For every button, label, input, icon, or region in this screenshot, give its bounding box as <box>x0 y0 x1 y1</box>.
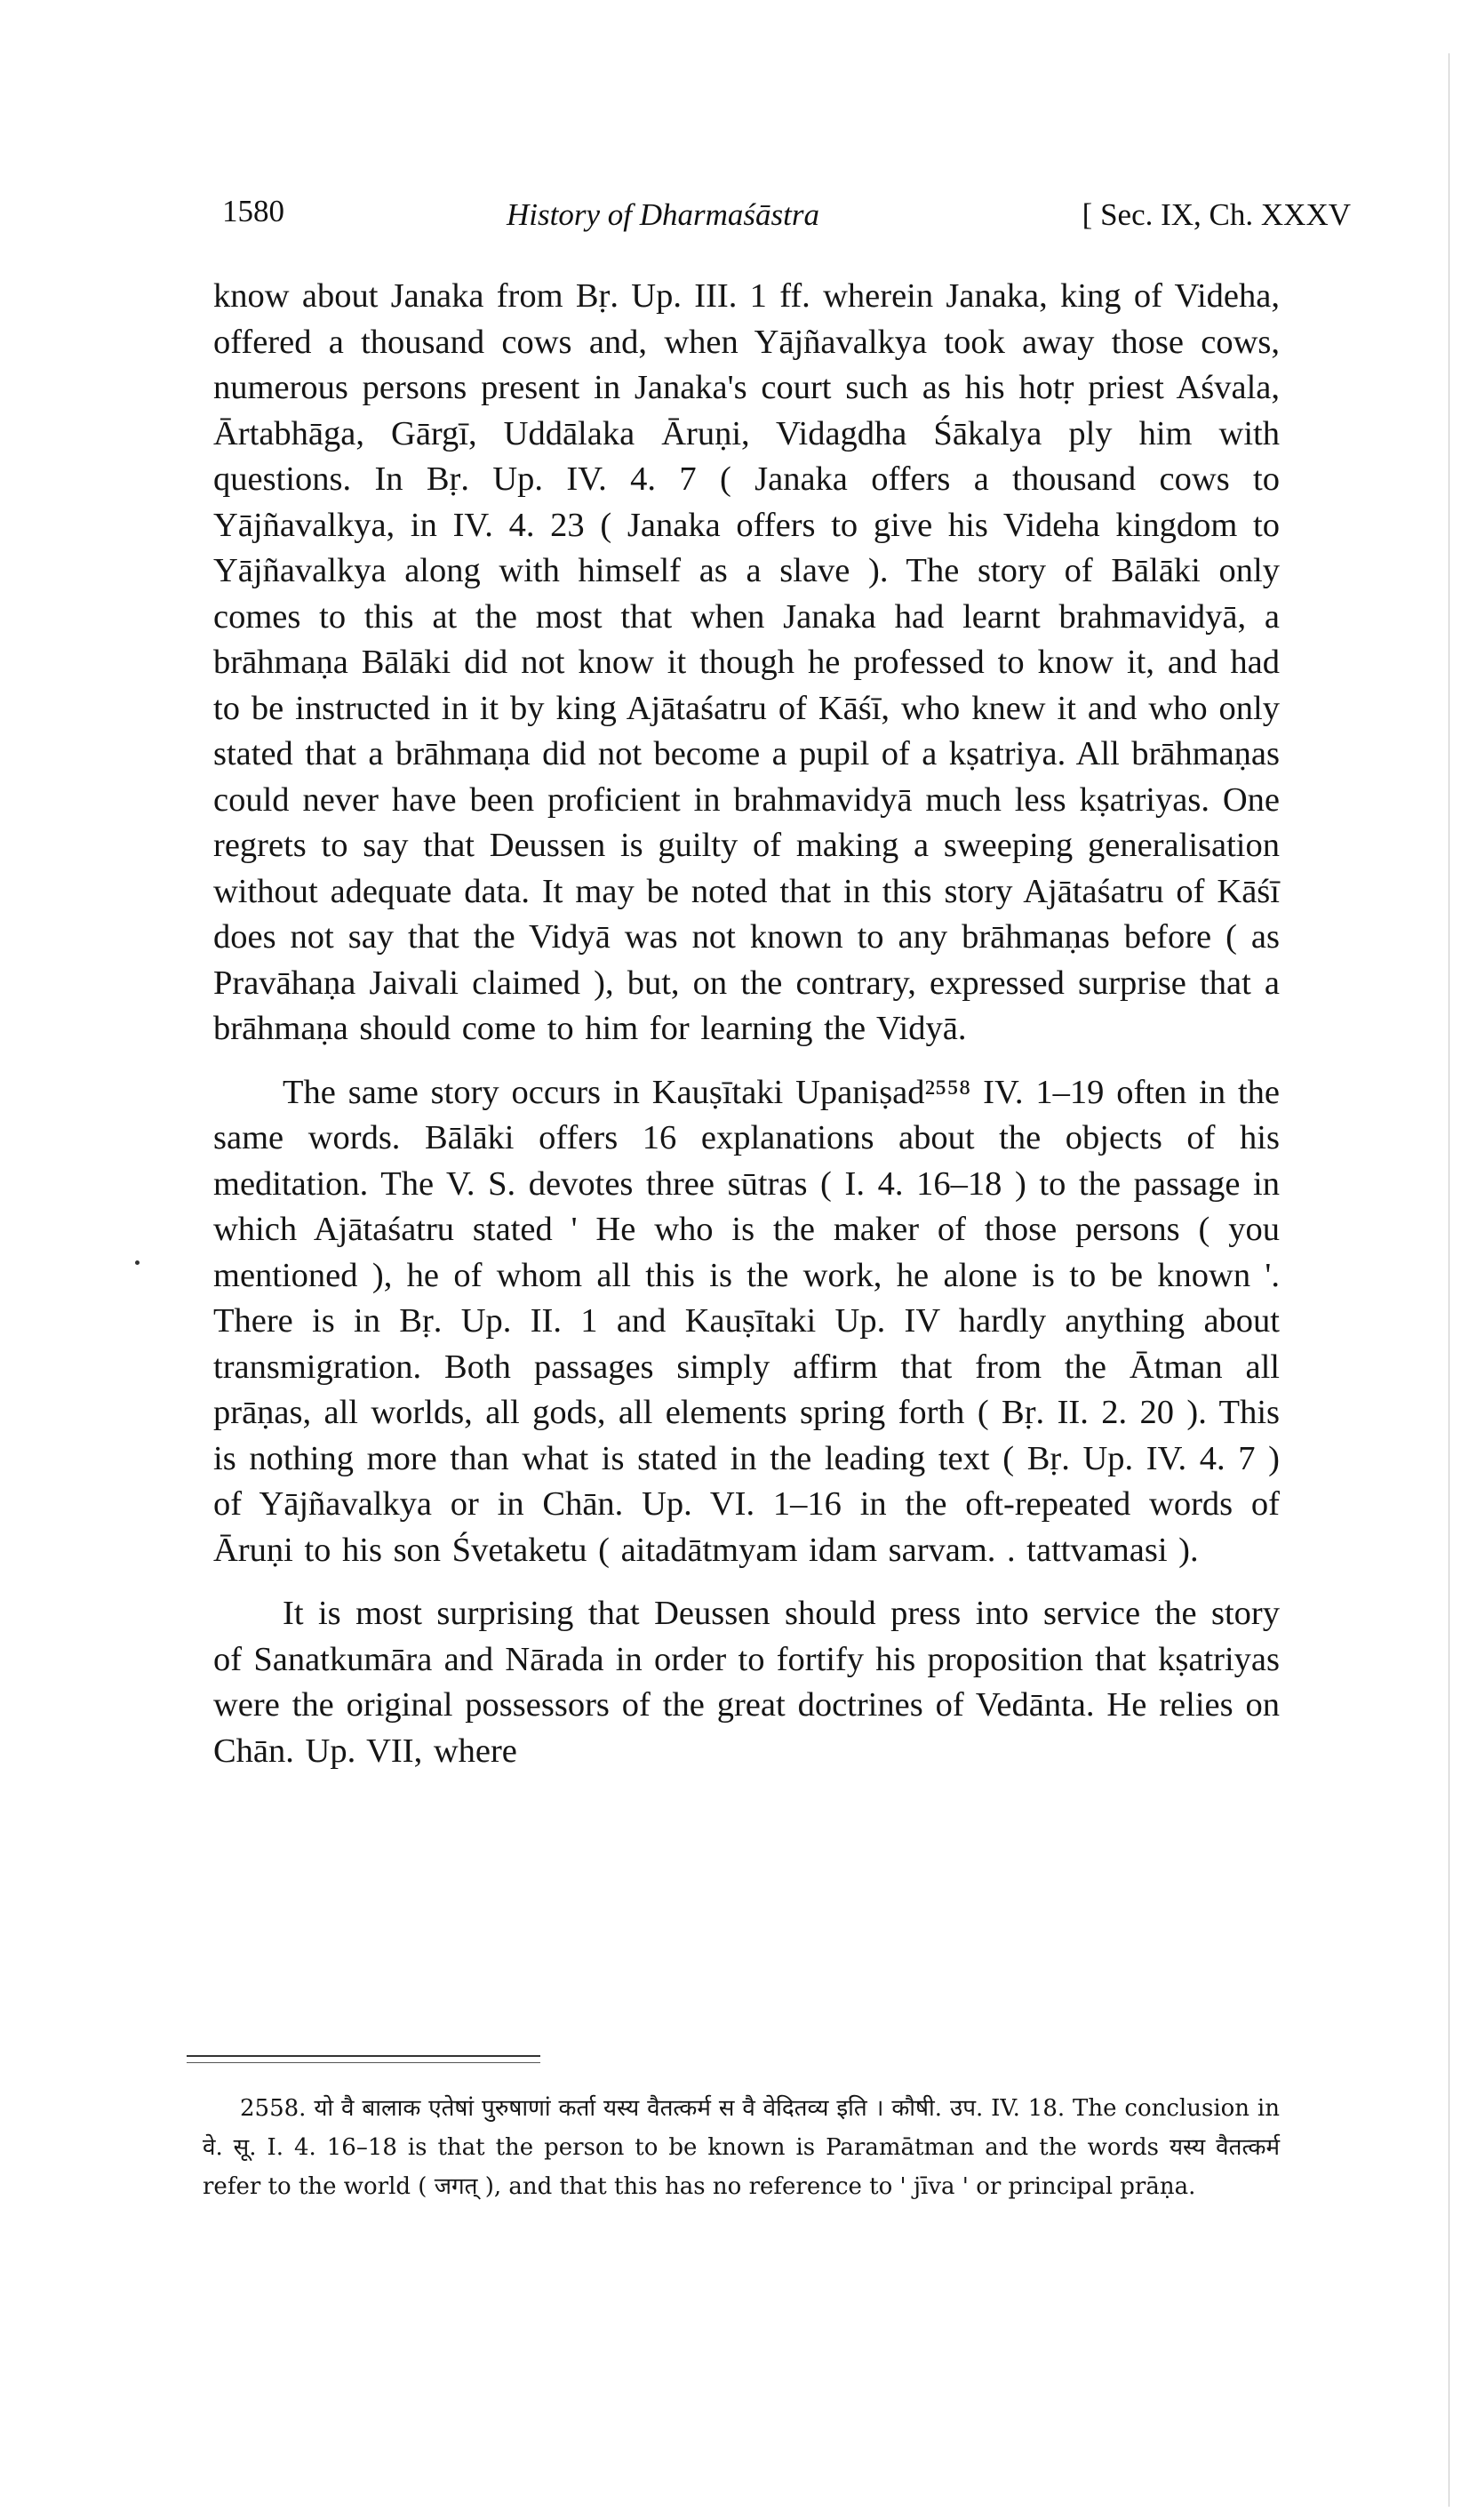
book-title: History of Dharmaśāstra <box>507 197 819 232</box>
footnote-2558: 2558. यो वै बालाक एतेषां पुरुषाणां कर्ता यस्य वैतत्कर्म स वै वेदितव्य इति । कौषी. उप. IV. 18. The conclusion in वे. सू. I. 4. 16–18 is that the person to be known is Paramātman and the words यस्य वैतत्कर्म refer to the world ( जगत् ), and that this has no reference to ' jīva ' or principal prāṇa. <box>203 2095 1280 2200</box>
main-text <box>213 274 1280 1774</box>
footnote-rule-secondary <box>187 2062 540 2063</box>
running-header <box>222 194 1351 247</box>
footnote-rule <box>187 2055 540 2057</box>
footnotes <box>203 2089 1280 2206</box>
paragraph-1: know about Janaka from Bṛ. Up. III. 1 ff. wherein Janaka, king of Videha, offered a thousand cows and, when Yājñavalkya took away those cows, numerous persons present in Janaka's court such as his hotṛ priest Aśvala, Ārtabhāga, Gārgī, Uddālaka Āruṇi, Vidagdha Śākalya ply him with questions. In Bṛ. Up. IV. 4. 7 ( Janaka offers a thousand cows to Yājñavalkya, in IV. 4. 23 ( Janaka offers to give his Videha kingdom to Yājñavalkya along with himself as a slave ). The story of Bālāki only comes to this at the most that when Janaka had learnt brahmavidyā, a brāhmaṇa Bālāki did not know it though he professed to know it, and had to be instructed in it by king Ajātaśatru of Kāśī, who knew it and who only stated that a brāhmaṇa did not become a pupil of a kṣatriya. All brāhmaṇas could never have been proficient in brahmavidyā much less kṣatriyas. One regrets to say that Deussen is guilty of making a sweeping generalisation without adequate data. It may be noted that in this story Ajātaśatru of Kāśī does not say that the Vidyā was not known to any brāhmaṇas before ( as Pravāhaṇa Jaivali claimed ), but, on the contrary, expressed surprise that a brāhmaṇa should come to him for learning the Vidyā. <box>213 277 1280 1047</box>
page-number: 1580 <box>222 194 284 228</box>
stray-mark <box>135 1260 140 1265</box>
paragraph-3: It is most surprising that Deussen should press into service the story of Sanatkumāra and Nārada in order to fortify his proposition that kṣatriyas were the original possessors of the great doctrines of Vedānta. He relies on Chān. Up. VII, where <box>213 1595 1280 1770</box>
paragraph-2: The same story occurs in Kauṣītaki Upaniṣad²⁵⁵⁸ IV. 1–19 often in the same words. Bālāki offers 16 explanations about the objects of his meditation. The V. S. devotes three sūtras ( I. 4. 16–18 ) to the passage in which Ajātaśatru stated ' He who is the maker of those persons ( you mentioned ), he of whom all this is the work, he alone is to be known '. There is in Bṛ. Up. II. 1 and Kauṣītaki Up. IV hardly anything about transmigration. Both passages simply affirm that from the Ātman all prāṇas, all worlds, all gods, all elements spring forth ( Bṛ. II. 2. 20 ). This is nothing more than what is stated in the leading text ( Bṛ. Up. IV. 4. 7 ) of Yājñavalkya or in Chān. Up. VI. 1–16 in the oft-repeated words of Āruṇi to his son Śvetaketu ( aitadātmyam idam sarvam. . tattvamasi ). <box>213 1073 1280 1569</box>
section-reference: [ Sec. IX, Ch. XXXV <box>1082 197 1351 232</box>
